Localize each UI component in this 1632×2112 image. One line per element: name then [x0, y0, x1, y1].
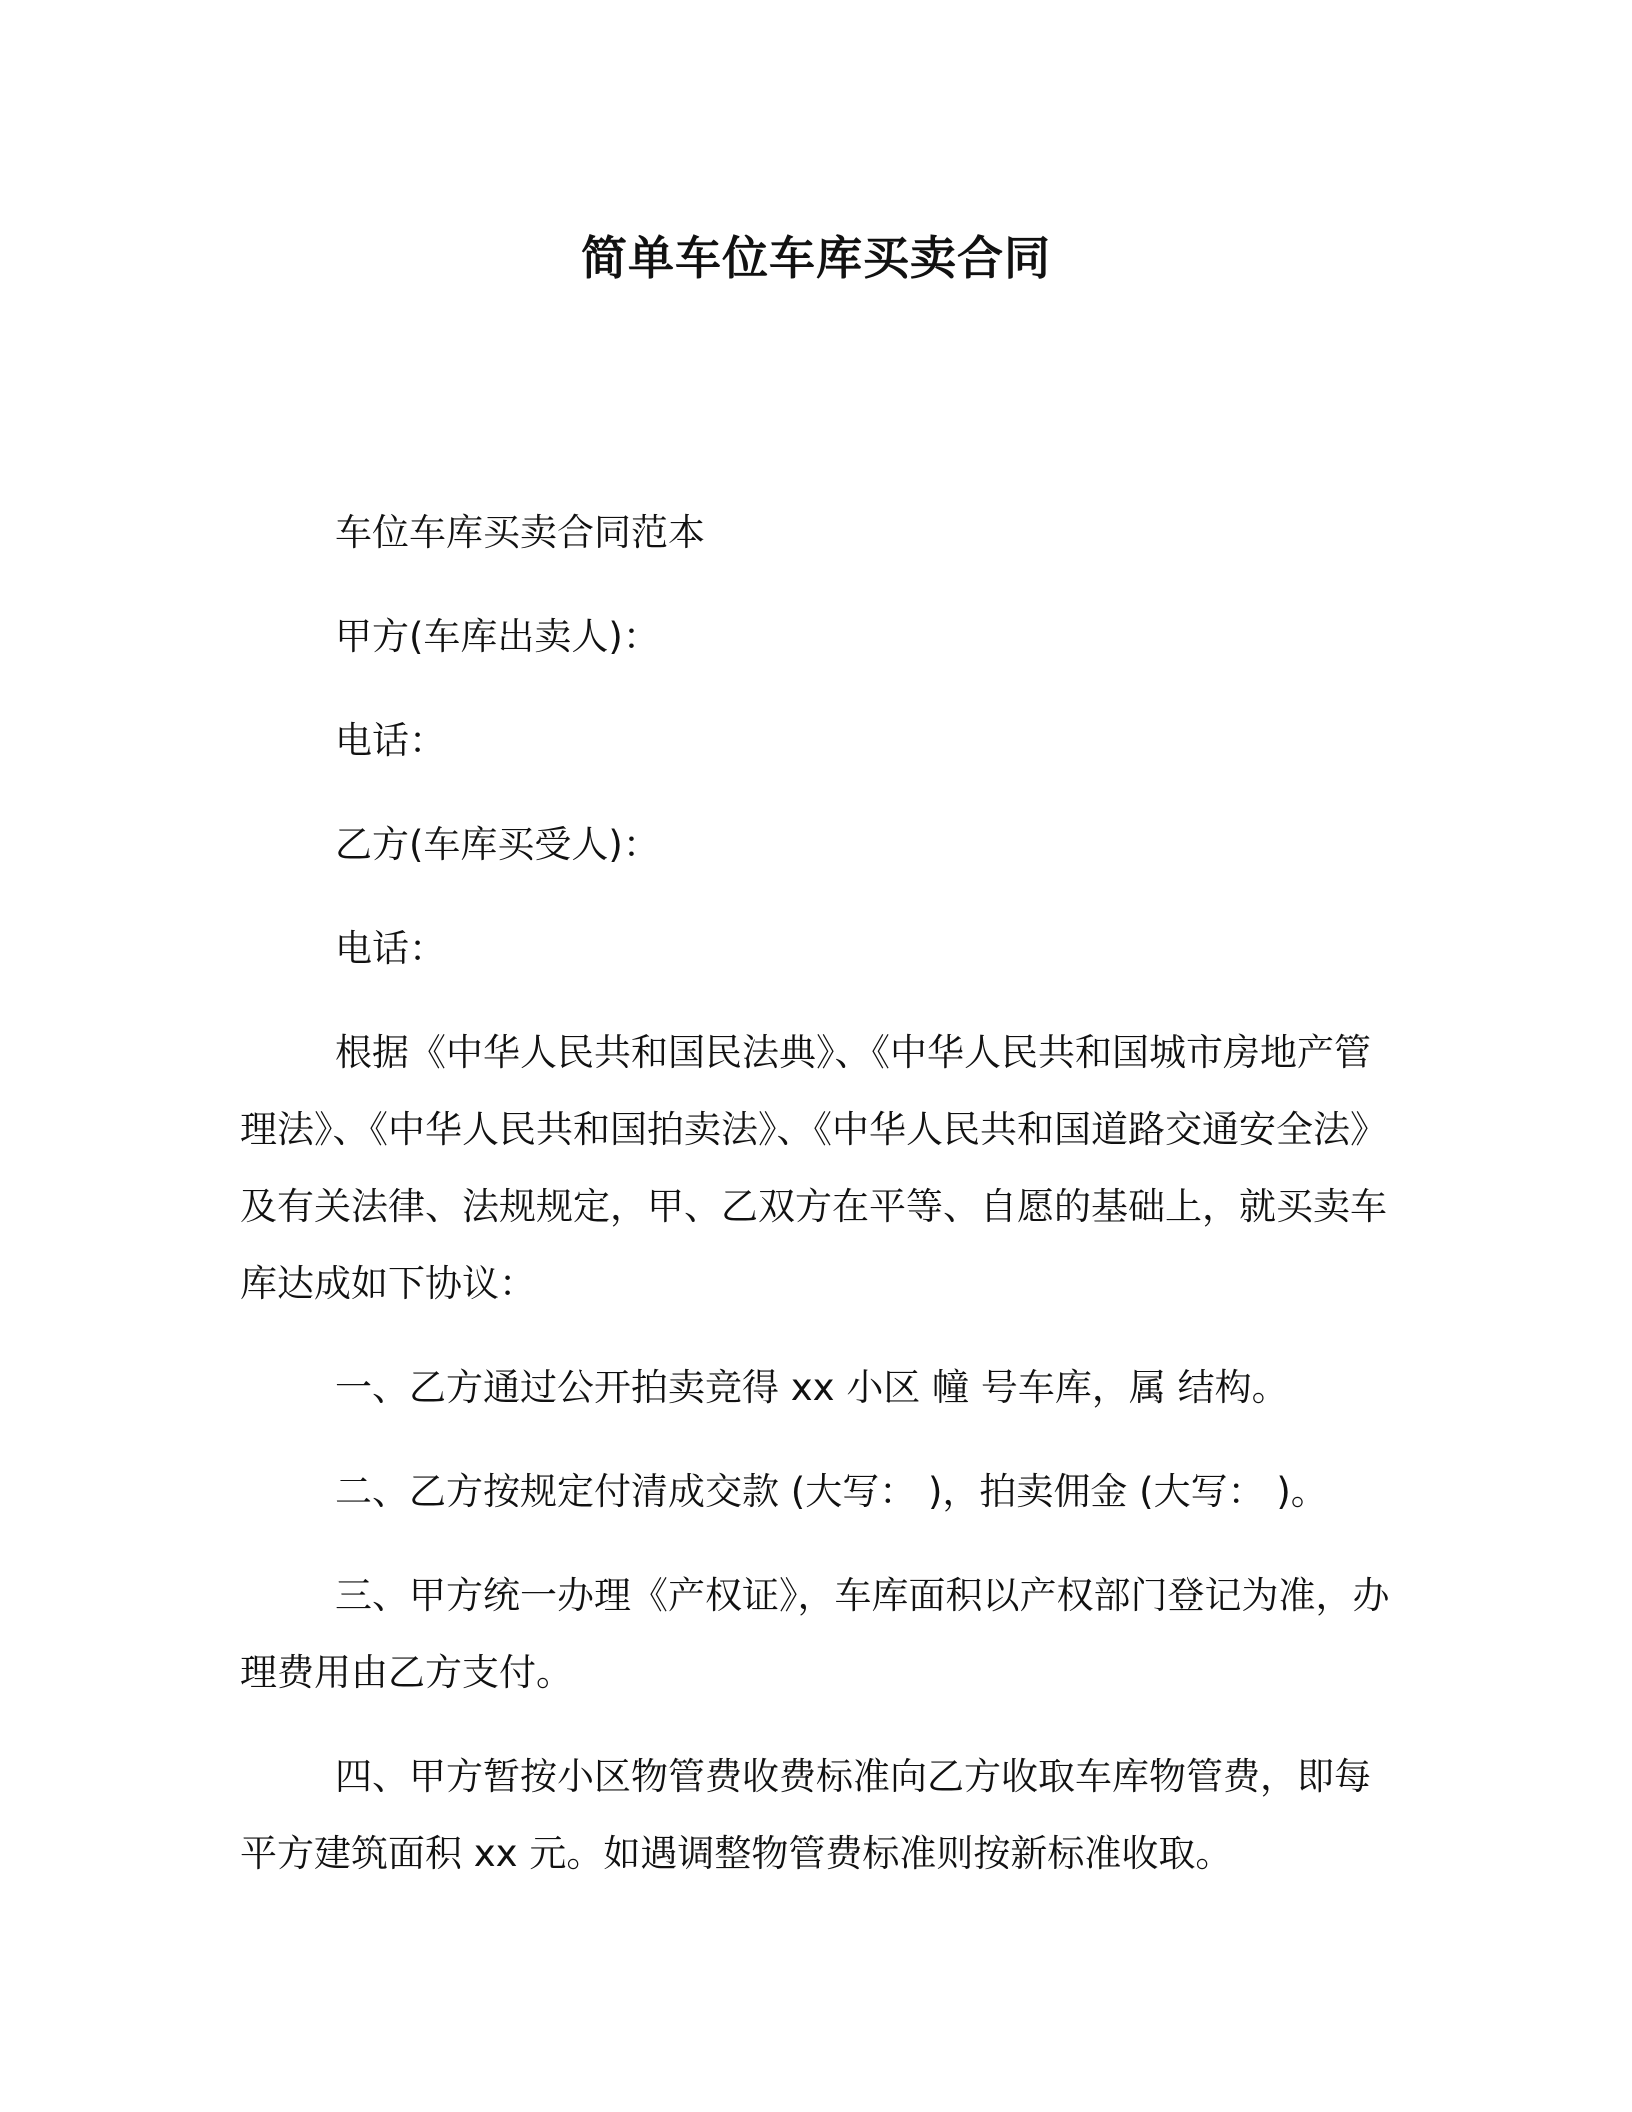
clause-2: 二、乙方按规定付清成交款 (大写： )，拍卖佣金 (大写： )。 [335, 1470, 1328, 1513]
clause-1: 一、乙方通过公开拍卖竞得 xx 小区 幢 号车库，属 结构。 [335, 1366, 1289, 1409]
party-a-phone: 电话： [335, 719, 446, 762]
clause-3: 三、甲方统一办理《产权证》，车库面积以产权部门登记为准，办理费用由乙方支付。 [240, 1574, 1390, 1694]
party-b-phone: 电话： [335, 927, 446, 970]
contract-subtitle: 车位车库买卖合同范本 [335, 511, 705, 554]
document-title: 简单车位车库买卖合同 [581, 231, 1051, 285]
document-body [240, 494, 1390, 1892]
party-a-line: 甲方(车库出卖人)： [335, 615, 660, 658]
party-b-line: 乙方(车库买受人)： [335, 823, 660, 866]
clause-4: 四、甲方暂按小区物管费收费标准向乙方收取车库物管费，即每平方建筑面积 xx 元。如遇调整物管费标准则按新标准收取。 [240, 1755, 1371, 1875]
preamble-paragraph: 根据《中华人民共和国民法典》、《中华人民共和国城市房地产管理法》、《中华人民共和国拍卖法》、《中华人民共和国道路交通安全法》及有关法律、法规规定，甲、乙双方在平等、自愿的基础上，就买卖车库达成如下协议： [240, 1031, 1387, 1305]
